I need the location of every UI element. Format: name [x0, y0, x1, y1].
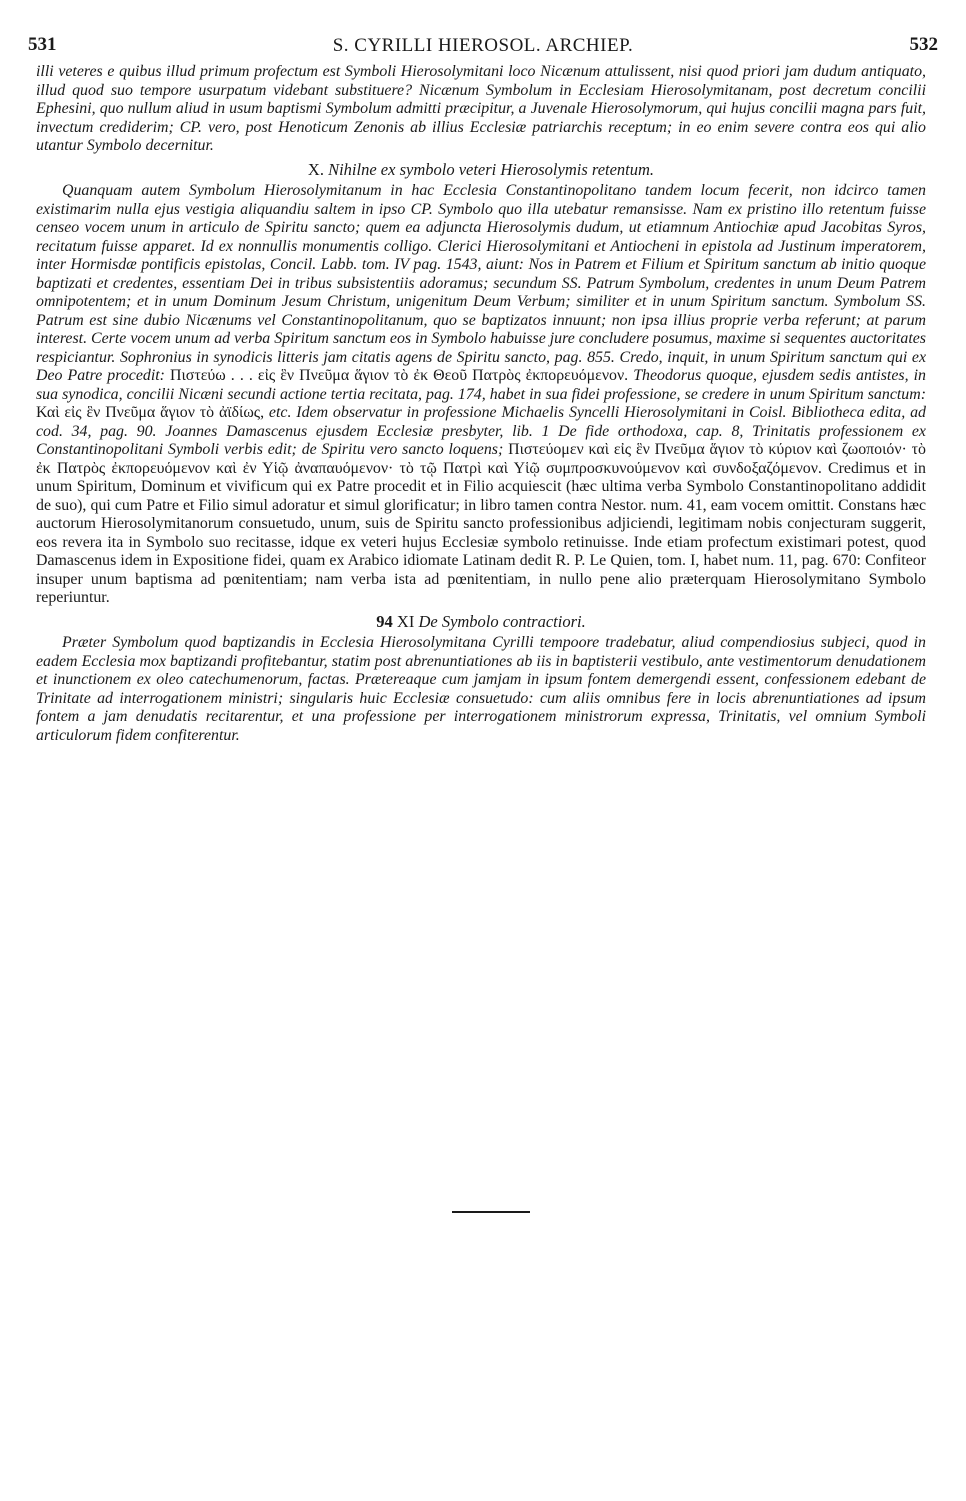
paragraph-text-d: Credimus et in unum Spiritum, Dominum et vivificum qui ex Patre procedit et in Filio acquiescit (hæc ultima verba Symbolo Constantinopolitano addidit de suo), qui cum Patre et Filio simul adoratur et simul glorificatur; in libro tamen contra Nestor. num. 41, eam vocem omittit. Constans hæc auctorum Hierosolymitanorum consuetudo, unum, suis de Spiritu sancto professionibus adjiciendi, legitimam nobis conjecturam suggerit, eos revera ita in Symbolo suo recitasse, idque ex veteri hujus Ecclesiæ symbolo retinuisse. Inde etiam profectum existimari potest, quod Damascenus idem in Expositione fidei, quam ex Arabico idiomate Latinam dedit R. P. Le Quien, tom. I, habet num. 11, pag. 670: Confiteor insuper unum baptisma ad pœnitentiam; nam verba ista ad pœnitentiam, in nullo pene alio præterquam Hierosolymitano Symbolo reperiuntur.: [36, 459, 926, 606]
running-title: S. CYRILLI HIEROSOL. ARCHIEP.: [332, 35, 634, 56]
greek-quotation-damascenus: Πιστεύομεν καὶ εἰς ἓν Πνεῦμα ἅγιον τὸ κύριον καὶ ζωοποιόν· τὸ ἐκ Πατρὸς ἐκπορευόμενον καὶ ἐν Υἱῷ ἀναπαυόμενον· τὸ τῷ Πατρὶ καὶ Υἱῷ συμπροσκυνούμενον καὶ συνδοξαζόμενον.: [36, 441, 926, 477]
margin-marker: 94: [376, 611, 393, 631]
paragraph-nicene-symbol: [36, 63, 926, 156]
section-heading-x: [36, 161, 926, 180]
paragraph-text: Præter Symbolum quod baptizandis in Ecclesia Hierosolymitana Cyrilli tempoore tradebatur, aliud compendiosius subjeci, quod in eadem Ecclesia mox baptizandi profitebantur, statim post abrenuntiationes ab iis in baptisterii vestibulo, ante vestimentorum denudationem et inunctionem ex oleo catechumenorum, factas. Prætereaque cum jamjam in ipsum fontem demergendi essent, confessionem edebant de Trinitate ad interrogationem ministri; singularis huic Ecclesiæ consuetudo: cum aliis omnibus fere in locis abrenuntiationes ad ipsum fontem a jam denudatis recitarentur, et una professione per interrogationem ministrorum expressa, Trinitatis, vel omnium Symboli articulorum fidem confiterentur.: [36, 634, 926, 744]
section-number: X.: [307, 159, 324, 179]
end-rule: [452, 1211, 530, 1213]
paragraph-contracted-symbol: [36, 634, 926, 745]
body-text: [36, 63, 926, 745]
paragraph-hierosolymitan-vestiges: [36, 182, 926, 608]
page-number-left: 531: [28, 34, 57, 55]
section-heading-xi: [36, 613, 926, 632]
paragraph-text-a: Quanquam autem Symbolum Hierosolymitanum in hac Ecclesia Constantinopolitano tandem locum fecerit, non idcirco tamen existimarim nulla ejus vestigia aliquandiu saltem in ipso CP. Symbolo quo illa utebatur remansisse. Nam ex pristino illo retentum fuisse censeo vocem unum in articulo de Spiritu sancto; quem ea adjuncta Hierosolymis dudum, ut etiamnum Antiochiæ apud Jacobitas Syros, recitatum fuisse apparet. Id ex nonnullis monumentis colligo. Clerici Hierosolymitani et Antiocheni in epistola ad Justinum imperatorem, inter Hormisdæ pontificis epistolas, Concil. Labb. tom. IV pag. 1543, aiunt: Nos in Patrem et Filium et Spiritum sanctum ab initio quoque baptizati et credentes, essentiam Dei in tribus subsistentiis adoramus; secundum SS. Patrum Symbolum, credentes in unum Deum Patrem omnipotentem; et in unum Dominum Jesum Christum, unigenitum Deum Verbum; similiter et in unum Spiritum sanctum. Symbolum SS. Patrum est sine dubio Nicænums vel Constantinopolitanum, quo se baptizatos innuunt; non ipsa illius proprie verba referunt; at parum interest. Certe vocem unum ad verba Spiritum sanctum eos in Symbolo habuisse jure concludere posumus, maxime si sequentes auctoritates respiciantur. Sophronius in synodicis litteris jam citatis agens de Spiritu sancto, pag. 855. Credo, inquit, in unum Spiritum sanctum qui ex Deo Patre procedit:: [36, 182, 926, 384]
paragraph-text-b: Theodorus quoque, ejusdem sedis antistes, in sua synodica, concilii Nicæni secundi actione tertia recitata, pag. 174, habet in sua fidei professione, se credere in unum Spiritum sanctum:: [36, 367, 926, 403]
paragraph-text-c: etc. Idem observatur in professione Michaelis Syncelli Hierosolymitani in Coisl. Bibliotheca edita, ad cod. 34, pag. 90. Joannes Damascenus ejusdem Ecclesiæ presbyter, lib. 1 De fide orthodoxa, cap. 8, Trinitatis professionem ex Constantinopolitani Symboli verbis edit; de Spiritu vero sancto loquens;: [36, 404, 926, 458]
page-number-right: 532: [909, 34, 938, 55]
greek-quotation-theodorus: Καὶ εἰς ἓν Πνεῦμα ἅγιον τὸ ἀϊδίως,: [36, 404, 265, 421]
section-number: XI: [396, 611, 415, 631]
section-title: De Symbolo contractiori.: [418, 611, 586, 631]
greek-quotation-sophronius: Πιστεύω . . . εἰς ἓν Πνεῦμα ἅγιον τὸ ἐκ Θεοῦ Πατρὸς ἐκπορευόμενον.: [170, 367, 629, 384]
section-title: Nihilne ex symbolo veteri Hierosolymis retentum.: [328, 159, 655, 179]
running-head: [28, 34, 938, 62]
paragraph-text: illi veteres e quibus illud primum profectum est Symboli Hierosolymitani loco Nicænum attulissent, nisi quod priori jam dudum antiquato, illud quod suo tempore usurpatum videbant substituere? Nicænum Symbolum in Ecclesiam Hierosolymitanam, post decretum concilii Ephesini, quo nullum aliud in usum baptismi Symbolum admitti præcipitur, a Juvenale Hierosolymorum, qui hujus concilii magna pars fuit, invectum crediderim; CP. vero, post Henoticum Zenonis ab illius Ecclesiæ patriarchis receptum; in eo enim severe contra eos qui alio utantur Symbolo decernitur.: [36, 63, 926, 154]
